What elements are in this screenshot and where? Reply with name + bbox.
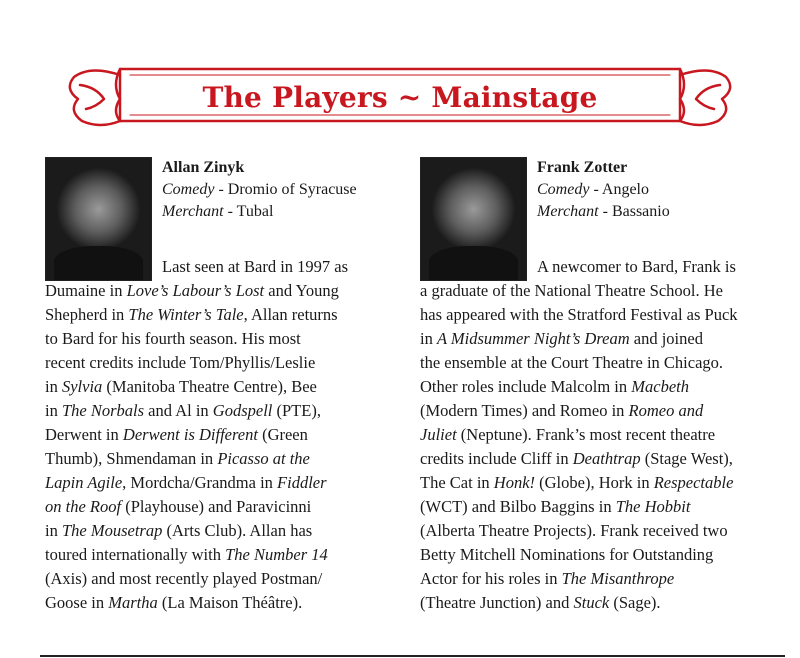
title-banner [60, 55, 740, 135]
player-role: Merchant - Tubal [162, 203, 274, 220]
player-info [162, 157, 357, 223]
player-name: Allan Zinyk [162, 159, 245, 176]
player-bio: A newcomer to Bard, Frank is a graduate of the National Theatre School. He has appeared with the Stratford Festival as Puck in A Midsummer Night’s Dream and joined the ensemble at the Court Theatre in Chicago. Other roles include Malcolm in Macbeth (Modern Times) and Romeo in Romeo and Juliet (Neptune). Frank’s most recent theatre credits include Cliff in Deathtrap (Stage West), The Cat in Honk! (Globe), Hork in Respectable (WCT) and Bilbo Baggins in The Hobbit (Alberta Theatre Projects). Frank received two Betty Mitchell Nominations for Outstanding Actor for his roles in The Misanthrope (Theatre Junction) and Stuck (Sage). [420, 257, 738, 612]
player-name: Frank Zotter [537, 159, 628, 176]
page-title: The Players ~ Mainstage [202, 81, 598, 114]
player-role: Comedy - Dromio of Syracuse [162, 181, 357, 198]
player-info [537, 157, 670, 223]
player-bio: Last seen at Bard in 1997 as Dumaine in Love’s Labour’s Lost and Young Shepherd in The Winter’s Tale, Allan returns to Bard for his fourth season. His most recent credits include Tom/Phyllis/Leslie in Sylvia (Manitoba Theatre Centre), Bee in The Norbals and Al in Godspell (PTE), Derwent in Derwent is Different (Green Thumb), Shmendaman in Picasso at the Lapin Agile, Mordcha/Grandma in Fiddler on the Roof (Playhouse) and Paravicinni in The Mousetrap (Arts Club). Allan has toured internationally with The Number 14 (Axis) and most recently played Postman/ Goose in Martha (La Maison Théâtre). [45, 257, 349, 612]
player-role: Merchant - Bassanio [537, 203, 670, 220]
bottom-divider [40, 655, 785, 657]
player-role: Comedy - Angelo [537, 181, 649, 198]
